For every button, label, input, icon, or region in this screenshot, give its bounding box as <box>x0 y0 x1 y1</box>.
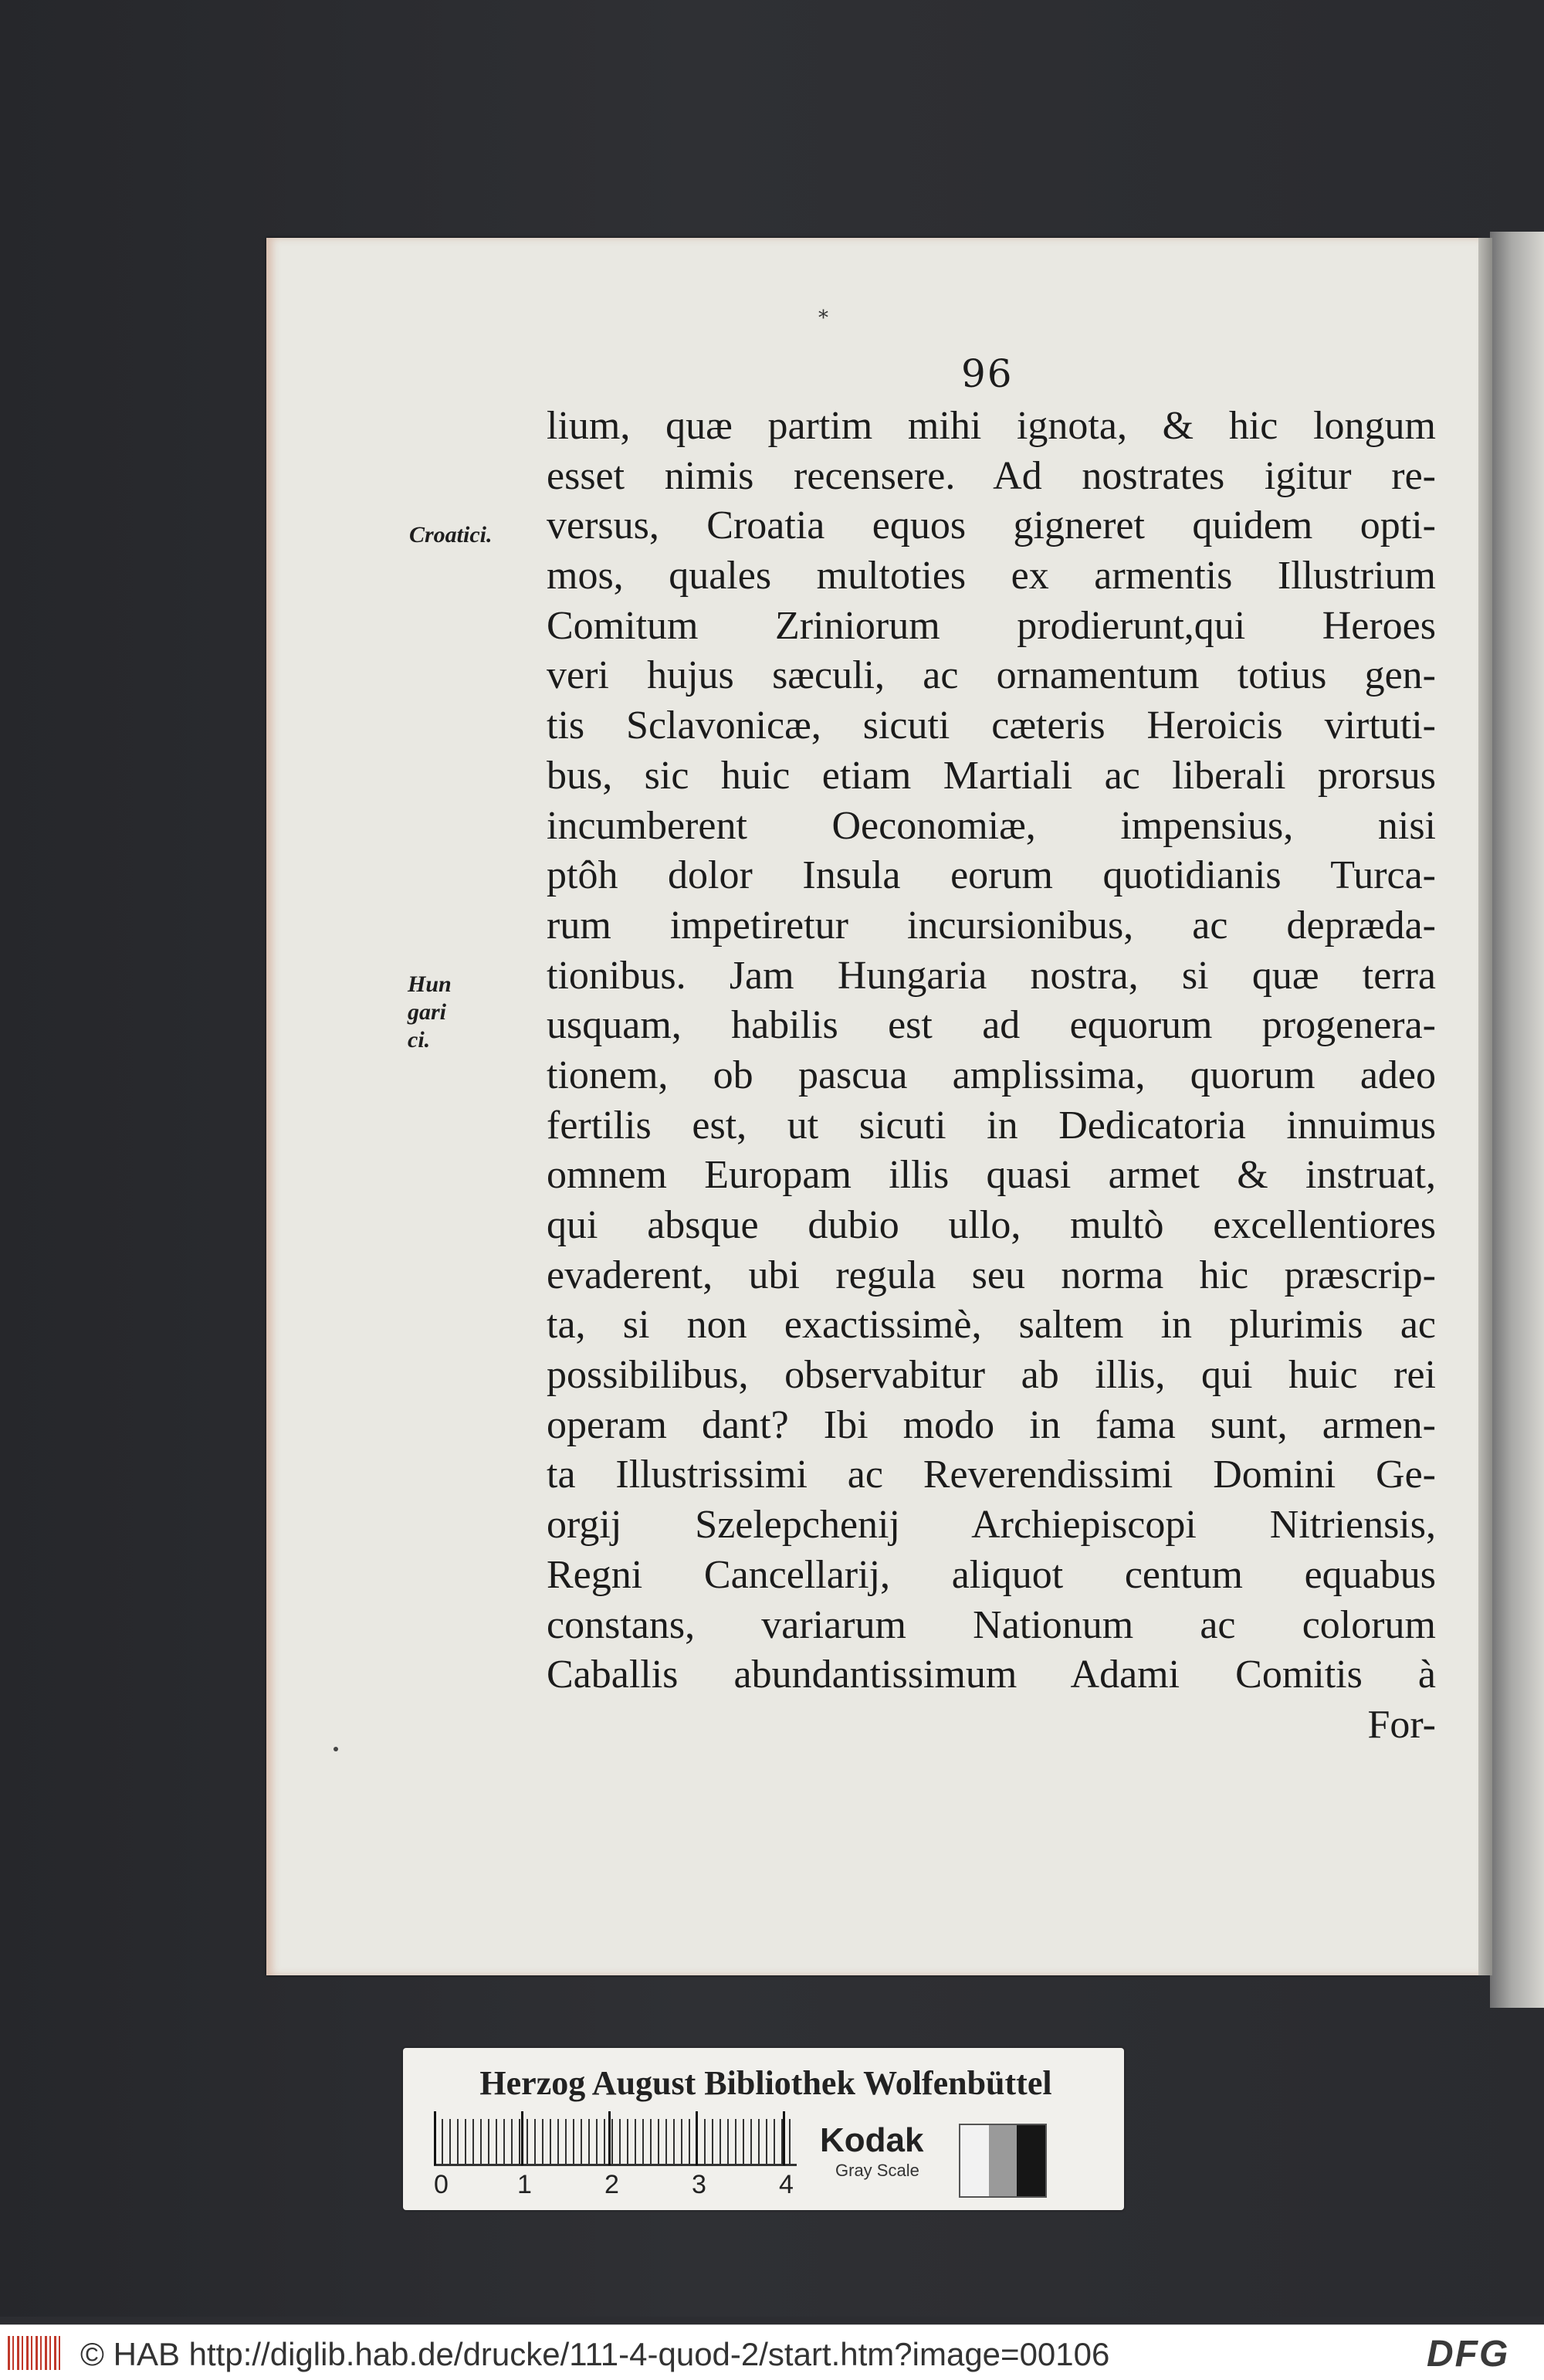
text-line: tis Sclavonicæ, sicuti cæteris Heroicis virtuti- <box>547 703 1436 748</box>
text-line: tionem, ob pascua amplissima, quorum adeo <box>547 1053 1436 1097</box>
text-line: evaderent, ubi regula seu norma hic præscrip- <box>547 1253 1436 1297</box>
library-name: Herzog August Bibliothek Wolfenbüttel <box>479 2064 1052 2102</box>
text-line: qui absque dubio ullo, multò excellentiores <box>547 1203 1436 1247</box>
ruler-numbers <box>434 2170 797 2201</box>
page-ornament: * <box>818 307 828 330</box>
text-line: orgij Szelepchenij Archiepiscopi Nitriensis, <box>547 1503 1436 1548</box>
ruler-number: 1 <box>517 2170 532 2199</box>
text-line: esset nimis recensere. Ad nostrates igitur re- <box>547 453 1436 498</box>
text-line: ta Illustrissimi ac Reverendissimi Domini Ge- <box>547 1453 1436 1497</box>
text-line: rum impetiretur incursionibus, ac deprædа- <box>547 903 1436 948</box>
ink-speck <box>334 1747 338 1751</box>
color-scale-card <box>403 2048 1124 2210</box>
gray-scale-patches <box>959 2124 1047 2198</box>
gray-scale-label: Gray Scale <box>835 2161 919 2180</box>
footer-bar <box>0 2324 1544 2380</box>
ruler-number: 3 <box>692 2170 706 2199</box>
kodak-logo: Kodak <box>820 2121 924 2159</box>
text-line: omnem Europam illis quasi armet & instruat, <box>547 1153 1436 1198</box>
text-line: tionibus. Jam Hungaria nostra, si quæ terra <box>547 953 1436 998</box>
text-line: ptôh dolor Insula eorum quotidianis Turca- <box>547 853 1436 898</box>
gray-patch <box>1017 2125 1045 2196</box>
text-line: lium, quæ partim mihi ignota, & hic longum <box>547 404 1436 448</box>
text-line: possibilibus, observabitur ab illis, qui huic rei <box>547 1353 1436 1398</box>
ruler-major-ticks <box>434 2111 797 2165</box>
catchword: For- <box>1367 1702 1436 1747</box>
text-line: veri hujus sæculi, ac ornamentum totius gen- <box>547 653 1436 698</box>
marginal-note-croatici: Croatici. <box>409 522 493 548</box>
text-line: Caballis abundantissimum Adami Comitis à <box>547 1653 1436 1697</box>
text-line: ta, si non exactissimè, saltem in plurimis ac <box>547 1303 1436 1348</box>
text-line: mos, quales multoties ex armentis Illustrium <box>547 554 1436 598</box>
page-number: 96 <box>961 351 1014 396</box>
barcode-icon <box>8 2336 63 2370</box>
text-line: fertilis est, ut sicuti in Dedicatoria innuimus <box>547 1103 1436 1148</box>
ruler-number: 0 <box>434 2170 449 2199</box>
text-line: incumberent Oeconomiæ, impensius, nisi <box>547 803 1436 848</box>
dfg-logo: DFG <box>1427 2334 1510 2375</box>
text-line: Comitum Zriniorum prodierunt,qui Heroes <box>547 603 1436 648</box>
gray-patch <box>960 2125 989 2196</box>
marginal-note-hungarici-text: Hungarici. <box>408 971 452 1053</box>
text-line: Regni Cancellarij, aliquot centum equabus <box>547 1552 1436 1597</box>
text-line: bus, sic huic etiam Martiali ac liberali prorsus <box>547 753 1436 798</box>
ruler-number: 4 <box>779 2170 794 2199</box>
ruler-number: 2 <box>604 2170 619 2199</box>
body-text <box>547 402 1436 1751</box>
marginal-note-hungarici <box>408 971 454 1054</box>
page-fold-shadow <box>1478 238 1492 1975</box>
text-line: versus, Croatia equos gigneret quidem opti- <box>547 503 1436 548</box>
source-link[interactable]: © HAB http://diglib.hab.de/drucke/111-4-quod-2/start.htm?image=00106 <box>80 2336 1110 2372</box>
adjacent-page-edge <box>1490 232 1544 2008</box>
text-line: constans, variarum Nationum ac colorum <box>547 1602 1436 1647</box>
text-line: usquam, habilis est ad equorum progenera- <box>547 1003 1436 1048</box>
gray-patch <box>989 2125 1017 2196</box>
text-line: operam dant? Ibi modo in fama sunt, armen- <box>547 1402 1436 1447</box>
